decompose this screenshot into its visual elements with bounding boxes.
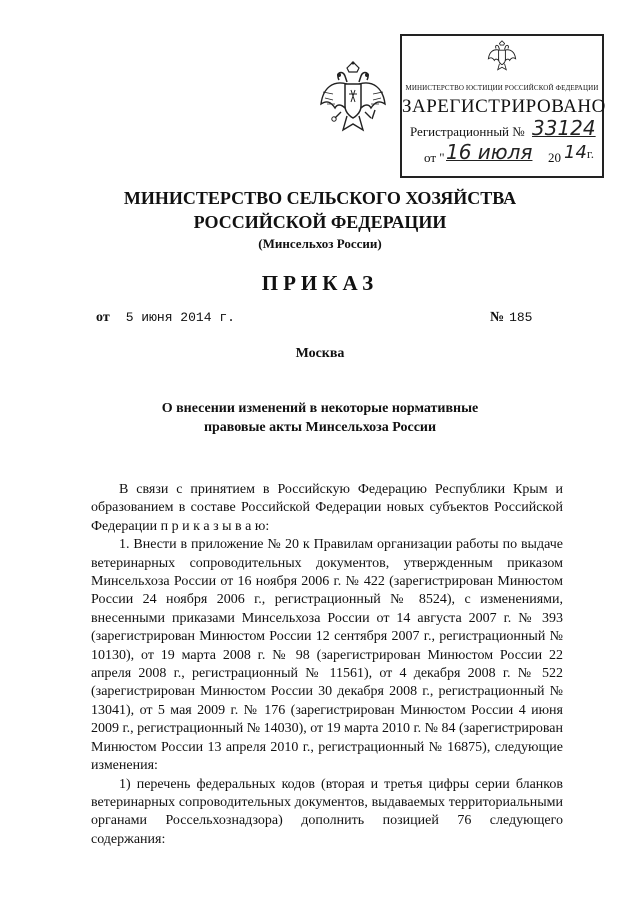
order-body [91,481,563,849]
body-paragraph: В связи с принятием в Российскую Федерацию Республики Крым и образованием в составе Российской Федерации новых субъектов Российской Федерации п р и к а з ы в а ю: [91,482,563,534]
order-date [96,310,235,326]
stamp-date-value: 16 июля [446,140,533,164]
order-subject-line1: О внесении изменений в некоторые нормативные [161,401,479,416]
body-paragraph: 1) перечень федеральных кодов (вторая и третья цифры серии бланков ветеринарных сопроводительных документов, выдаваемых территориальными органами Россельхознадзора) дополнить позицией 76 следующего содержания: [91,776,563,847]
order-number-value: 185 [509,310,533,325]
registration-stamp [400,34,604,178]
order-title: ПРИКАЗ [261,271,379,295]
stamp-registered-label: ЗАРЕГИСТРИРОВАНО [402,96,606,117]
body-paragraph: 1. Внести в приложение № 20 к Правилам организации работы по выдаче ветеринарных сопроводительных документов, утвержденным приказом Минсельхоза России от 16 ноября 2006 г. № 422 (зарегистрирован Минюстом России 24 ноября 2006 г., регистрационный № 8524), с изменениями, внесенными приказами Минсельхоза России от 14 августа 2007 г. № 393 (зарегистрирован Минюстом России 12 сентября 2007 г., регистрационный № 10130), от 19 марта 2008 г. № 98 (зарегистрирован Минюстом России 22 апреля 2008 г., регистрационный № 11561), от 4 декабря 2008 г. № 522 (зарегистрирован Минюстом России 30 декабря 2008 г., регистрационный № 13041), от 5 мая 2009 г. № 176 (зарегистрирован Минюстом России 4 июня 2009 г., регистрационный № 14030), от 19 марта 2010 г. № 84 (зарегистрирован Минюстом России 13 апреля 2010 г., регистрационный № 16875), следующие изменения: [91,537,563,774]
stamp-date-year-digits: 14 [564,142,587,163]
ministry-name-line1: МИНИСТЕРСТВО СЕЛЬСКОГО ХОЗЯЙСТВА [123,188,517,208]
order-number-sign: № [490,310,505,325]
order-subject-line2: правовые акты Минсельхоза России [203,420,437,435]
stamp-registration-label: Регистрационный № [410,124,525,139]
stamp-ministry-name: МИНИСТЕРСТВО ЮСТИЦИИ РОССИЙСКОЙ ФЕДЕРАЦИИ [405,84,599,92]
stamp-date-year-prefix: 20 [548,150,561,165]
order-city: Москва [295,346,345,361]
order-date-value: 5 июня 2014 г. [125,310,235,325]
stamp-date-prefix: от " [424,150,445,165]
stamp-date-year [564,142,594,163]
stamp-registration-number: 33124 [532,116,596,140]
ministry-name-line2: РОССИЙСКОЙ ФЕДЕРАЦИИ [193,212,447,232]
stamp-date-suffix: г. [586,146,595,161]
ministry-short-name: (Минсельхоз России) [258,236,382,251]
coat-of-arms-icon [317,60,389,140]
order-date-prefix: от [96,310,110,325]
order-number [490,310,532,326]
stamp-coat-of-arms-icon [484,40,520,74]
